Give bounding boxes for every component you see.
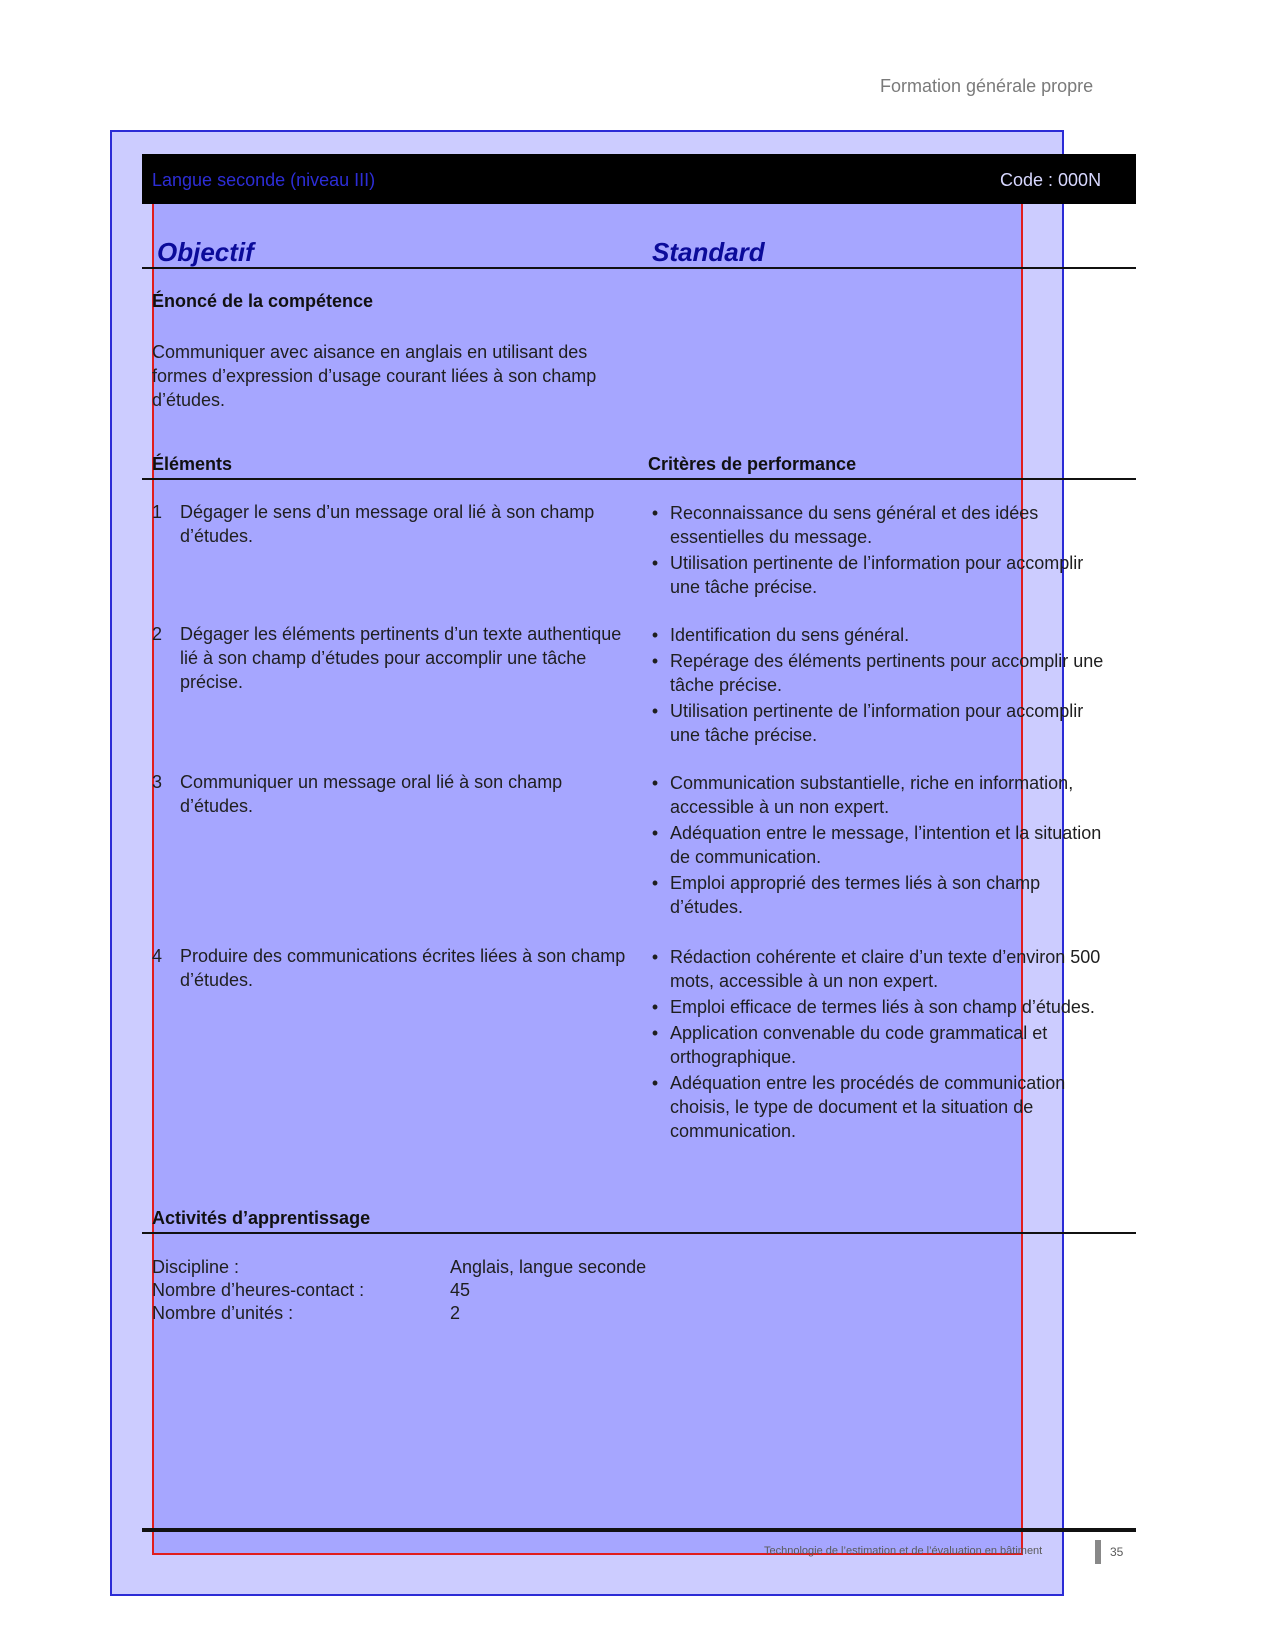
divider-activites — [142, 1232, 1136, 1234]
criterion-text: Rédaction cohérente et claire d’un texte d’environ 500 mots, accessible à un non expert. — [670, 947, 1101, 991]
unites-label: Nombre d’unités : — [152, 1303, 294, 1323]
bullet-icon: • — [651, 1073, 659, 1093]
criteria-list-3 — [648, 771, 1118, 921]
criteria-list-4 — [648, 945, 1118, 1145]
element-text: Communiquer un message oral lié à son champ d’études. — [180, 772, 563, 816]
element-number: 4 — [152, 946, 163, 966]
divider-top — [142, 267, 1136, 269]
running-header: Formation générale propre — [880, 76, 1094, 96]
bullet-icon: • — [651, 773, 659, 793]
criterion-item — [648, 771, 1118, 819]
meta-row-unites — [152, 1302, 646, 1325]
bullet-icon: • — [651, 873, 659, 893]
bullet-icon: • — [651, 651, 659, 671]
divider-footer — [142, 1528, 1136, 1532]
activites-heading: Activités d’apprentissage — [152, 1208, 371, 1228]
criterion-text: Application convenable du code grammatical et orthographique. — [670, 1023, 1048, 1067]
bullet-icon: • — [651, 1023, 659, 1043]
criterion-item — [648, 1071, 1118, 1143]
discipline-value: Anglais, langue seconde — [450, 1257, 647, 1277]
criteria-list-1 — [648, 501, 1118, 601]
criterion-text: Adéquation entre les procédés de communication choisis, le type de document et la situation de communication. — [670, 1073, 1066, 1141]
elements-heading: Éléments — [152, 454, 233, 474]
bullet-icon: • — [651, 947, 659, 967]
criterion-text: Emploi efficace de termes liés à son champ d’études. — [670, 997, 1095, 1017]
criterion-text: Utilisation pertinente de l’information pour accomplir une tâche précise. — [670, 553, 1084, 597]
program-title: Langue seconde (niveau III) — [152, 170, 376, 190]
criterion-item — [648, 995, 1118, 1019]
enonce-heading: Énoncé de la compétence — [152, 291, 374, 311]
criterion-item — [648, 945, 1118, 993]
heures-label: Nombre d’heures-contact : — [152, 1280, 365, 1300]
element-number: 2 — [152, 624, 163, 644]
standard-heading: Standard — [652, 237, 765, 267]
program-code: Code : 000N — [1000, 170, 1102, 190]
element-text: Dégager les éléments pertinents d’un texte authentique lié à son champ d’études pour accomplir une tâche précise. — [180, 624, 622, 692]
criterion-item — [648, 871, 1118, 919]
criterion-item — [648, 551, 1118, 599]
criterion-item — [648, 501, 1118, 549]
footer-text: Technologie de l’estimation et de l’évaluation en bâtiment — [764, 1545, 1043, 1557]
element-text: Produire des communications écrites liées à son champ d’études. — [180, 946, 626, 990]
criterion-text: Adéquation entre le message, l’intention et la situation de communication. — [670, 823, 1102, 867]
divider-elements — [142, 478, 1136, 480]
bullet-icon: • — [651, 553, 659, 573]
heures-value: 45 — [450, 1280, 471, 1300]
page-number: 35 — [1110, 1545, 1124, 1559]
unites-value: 2 — [450, 1303, 461, 1323]
criterion-text: Identification du sens général. — [670, 625, 910, 645]
criterion-item — [648, 1021, 1118, 1069]
element-text: Dégager le sens d’un message oral lié à son champ d’études. — [180, 502, 595, 546]
meta-row-heures — [152, 1279, 646, 1302]
course-meta — [152, 1256, 646, 1325]
criterion-text: Reconnaissance du sens général et des idées essentielles du message. — [670, 503, 1039, 547]
criteres-heading: Critères de performance — [648, 454, 857, 474]
criterion-item — [648, 699, 1118, 747]
enonce-text: Communiquer avec aisance en anglais en utilisant des formes d’expression d’usage courant liées à son champ d’études. — [152, 342, 597, 410]
meta-row-discipline — [152, 1256, 646, 1279]
bullet-icon: • — [651, 625, 659, 645]
bullet-icon: • — [651, 823, 659, 843]
criterion-text: Repérage des éléments pertinents pour accomplir une tâche précise. — [670, 651, 1104, 695]
element-number: 3 — [152, 772, 163, 792]
criterion-text: Utilisation pertinente de l’information pour accomplir une tâche précise. — [670, 701, 1084, 745]
criterion-item — [648, 623, 1118, 647]
criterion-item — [648, 821, 1118, 869]
criterion-text: Communication substantielle, riche en information, accessible à un non expert. — [670, 773, 1074, 817]
footer-separator — [1095, 1540, 1101, 1564]
discipline-label: Discipline : — [152, 1257, 240, 1277]
criterion-item — [648, 649, 1118, 697]
criterion-text: Emploi approprié des termes liés à son champ d’études. — [670, 873, 1041, 917]
bullet-icon: • — [651, 997, 659, 1017]
criteria-list-2 — [648, 623, 1118, 749]
objectif-heading: Objectif — [157, 237, 254, 267]
bullet-icon: • — [651, 503, 659, 523]
bullet-icon: • — [651, 701, 659, 721]
element-number: 1 — [152, 502, 163, 522]
